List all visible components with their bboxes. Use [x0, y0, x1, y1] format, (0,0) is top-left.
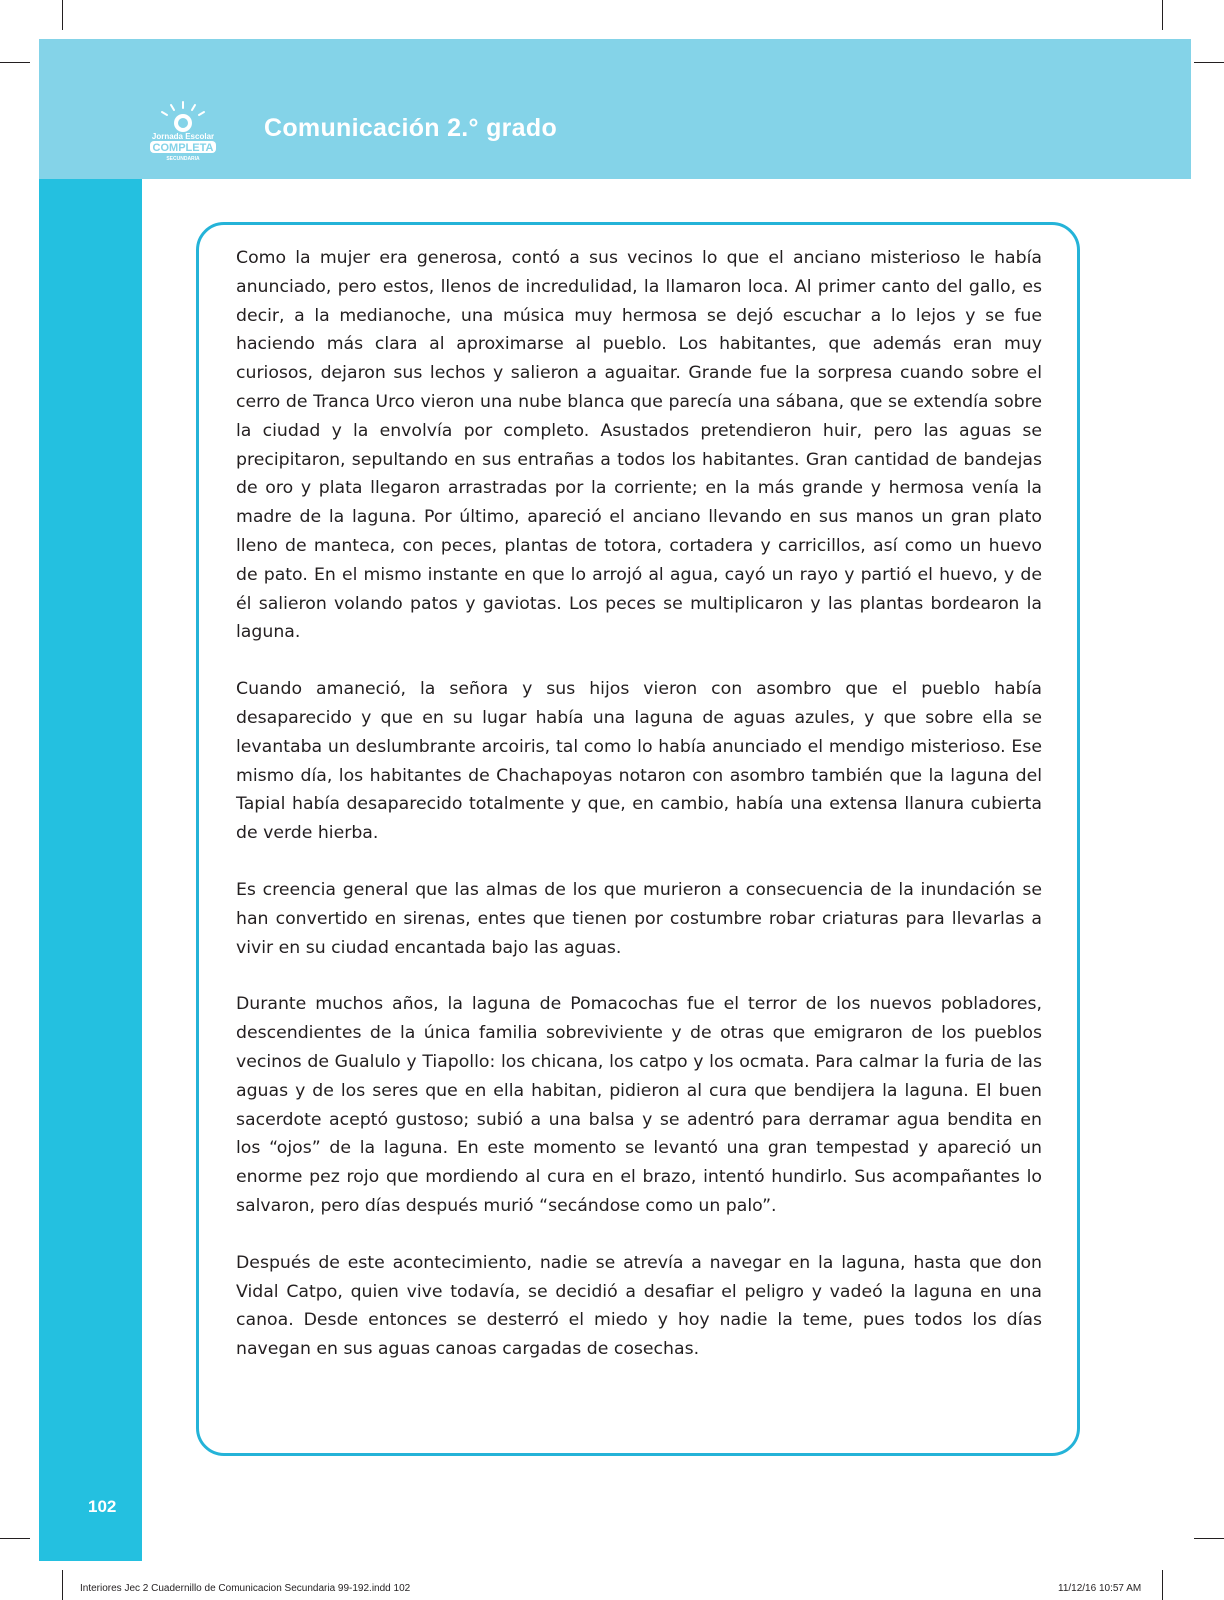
- page-number: 102: [88, 1497, 117, 1516]
- crop-mark: [1162, 0, 1163, 30]
- paragraph: Cuando amaneció, la señora y sus hijos vieron con asombro que el pueblo había desaparecido y que en su lugar había una laguna de aguas azules, y que sobre ella se levantaba un deslumbrante arcoiris, tal como lo había anunciado el mendigo misterioso. Ese mismo día, los habitantes de Chachapoyas notaron con asombro también que la laguna del Tapial había desaparecido totalmente y que, en cambio, había una extensa llanura cubierta de verde hierba.: [236, 679, 1042, 844]
- crop-mark: [1194, 1538, 1224, 1539]
- crop-mark: [1162, 1570, 1163, 1600]
- reading-text: [236, 244, 1042, 1392]
- paragraph: Como la mujer era generosa, contó a sus vecinos lo que el anciano misterioso le había anunciado, pero estos, llenos de incredulidad, la llamaron loca. Al primer canto del gallo, es decir, a la medianoche, una música muy hermosa se dejó escuchar a lo lejos y se fue haciendo más clara al aproximarse al pueblo. Los habitantes, que además eran muy curiosos, dejaron sus lechos y salieron a aguaitar. Grande fue la sorpresa cuando sobre el cerro de Tranca Urco vieron una nube blanca que parecía una sábana, que se extendía sobre la ciudad y la envolvía por completo. Asustados pretendieron huir, pero las aguas se precipitaron, sepultando en sus entrañas a todos los habitantes. Gran cantidad de bandejas de oro y plata llegaron arrastradas por la corriente; en la más grande y hermosa venía la madre de la laguna. Por último, apareció el anciano llevando en sus manos un gran plato lleno de manteca, con peces, plantas de totora, cortadera y carricillos, así como un huevo de pato. En el mismo instante en que lo arrojó al agua, cayó un rayo y partió el huevo, y de él salieron volando patos y gaviotas. Los peces se multiplicaron y las plantas bordearon la laguna.: [236, 248, 1042, 643]
- logo-line1: Jornada Escolar: [151, 132, 215, 141]
- slug-file: Interiores Jec 2 Cuadernillo de Comunicacion Secundaria 99-192.indd 102: [80, 1583, 411, 1594]
- crop-mark: [62, 0, 63, 30]
- logo-line3: SECUNDARIA: [166, 156, 200, 162]
- paragraph: Después de este acontecimiento, nadie se atrevía a navegar en la laguna, hasta que don Vidal Catpo, quien vive todavía, se decidió a desafiar el peligro y vadeó la laguna en una canoa. Desde entonces se desterró el miedo y hoy nadie la teme, pues todos los días navegan en sus aguas canoas cargadas de cosechas.: [236, 1252, 1042, 1360]
- slug-date: 11/12/16 10:57 AM: [1058, 1583, 1142, 1594]
- side-band: [39, 179, 142, 1561]
- crop-mark: [62, 1570, 63, 1600]
- page-title: Comunicación 2.° grado: [264, 114, 558, 142]
- paragraph: Durante muchos años, la laguna de Pomacochas fue el terror de los nuevos pobladores, descendientes de la única familia sobreviviente y de otras que emigraron de los pueblos vecinos de Gualulo y Tiapollo: los chicana, los catpo y los ocmata. Para calmar la furia de las aguas y de los seres que en ella habitan, pidieron al cura que bendijera la laguna. El buen sacerdote aceptó gustoso; subió a una balsa y se adentró para derramar agua bendita en los “ojos” de la laguna. En este momento se levantó una gran tempestad y apareció un enorme pez rojo que mordiendo al cura en el brazo, intentó hundirlo. Sus acompañantes lo salvaron, pero días después murió “secándose como un palo”.: [236, 994, 1042, 1216]
- crop-mark: [0, 1538, 30, 1539]
- crop-mark: [0, 62, 30, 63]
- crop-mark: [1194, 62, 1224, 63]
- paragraph: Es creencia general que las almas de los que murieron a consecuencia de la inundación se han convertido en sirenas, entes que tienen por costumbre robar criaturas para llevarlas a vivir en su ciudad encantada bajo las aguas.: [236, 879, 1042, 958]
- jornada-escolar-completa-logo-icon: [142, 98, 224, 162]
- logo-line2: COMPLETA: [152, 142, 214, 154]
